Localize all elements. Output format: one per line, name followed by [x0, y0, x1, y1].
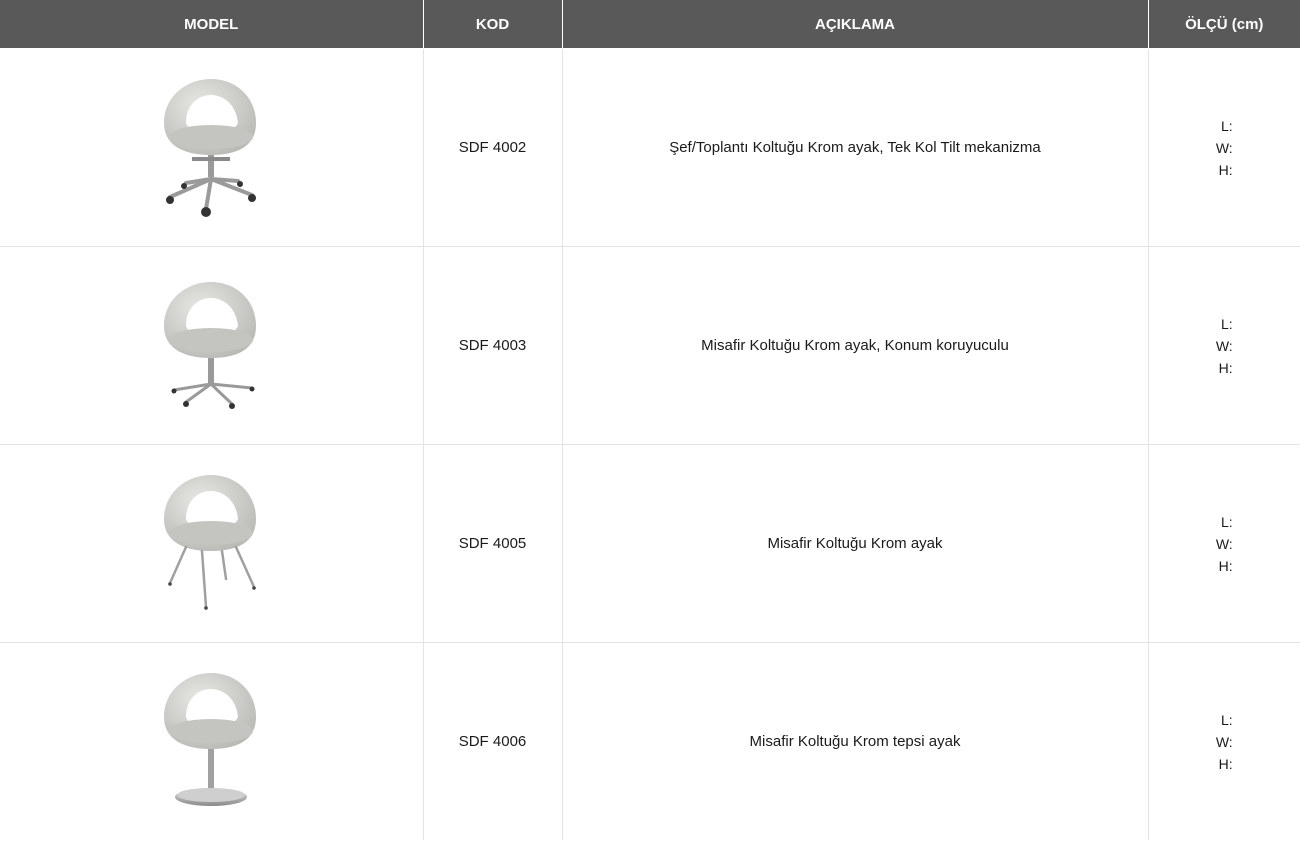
table-row — [0, 49, 1300, 247]
table-row — [0, 643, 1300, 841]
dim-length: L: — [1220, 711, 1233, 728]
kod-cell: SDF 4006 — [423, 643, 562, 841]
aciklama-cell: Misafir Koltuğu Krom ayak — [562, 445, 1148, 643]
dim-length: L: — [1220, 513, 1233, 530]
dim-height: H: — [1218, 755, 1233, 772]
dim-width: W: — [1215, 733, 1233, 750]
star-base-chair-icon[interactable] — [156, 278, 266, 413]
header-aciklama: AÇIKLAMA — [562, 0, 1148, 49]
model-cell — [0, 49, 423, 247]
dim-height: H: — [1218, 359, 1233, 376]
kod-cell: SDF 4002 — [423, 49, 562, 247]
header-olcu: ÖLÇÜ (cm) — [1148, 0, 1300, 49]
header-kod: KOD — [423, 0, 562, 49]
dim-width: W: — [1215, 535, 1233, 552]
aciklama-cell: Şef/Toplantı Koltuğu Krom ayak, Tek Kol Tilt mekanizma — [562, 49, 1148, 247]
model-cell — [0, 643, 423, 841]
dim-length: L: — [1220, 315, 1233, 332]
table-header — [0, 0, 1300, 49]
model-cell — [0, 445, 423, 643]
dimensions — [1216, 313, 1233, 379]
kod-cell: SDF 4003 — [423, 247, 562, 445]
header-model: MODEL — [0, 0, 423, 49]
table-row — [0, 247, 1300, 445]
table-row — [0, 445, 1300, 643]
aciklama-cell: Misafir Koltuğu Krom ayak, Konum koruyuculu — [562, 247, 1148, 445]
dim-length: L: — [1220, 117, 1233, 134]
olcu-cell — [1148, 247, 1300, 445]
dim-width: W: — [1215, 139, 1233, 156]
dim-height: H: — [1218, 557, 1233, 574]
dimensions — [1216, 511, 1233, 577]
kod-cell: SDF 4005 — [423, 445, 562, 643]
model-cell — [0, 247, 423, 445]
disc-base-chair-icon[interactable] — [156, 669, 266, 814]
olcu-cell — [1148, 49, 1300, 247]
olcu-cell — [1148, 643, 1300, 841]
dim-height: H: — [1218, 161, 1233, 178]
olcu-cell — [1148, 445, 1300, 643]
dimensions — [1216, 115, 1233, 181]
dimensions — [1216, 709, 1233, 775]
dim-width: W: — [1215, 337, 1233, 354]
swivel-office-chair-icon[interactable] — [156, 75, 266, 220]
aciklama-cell: Misafir Koltuğu Krom tepsi ayak — [562, 643, 1148, 841]
four-leg-chair-icon[interactable] — [156, 471, 266, 616]
